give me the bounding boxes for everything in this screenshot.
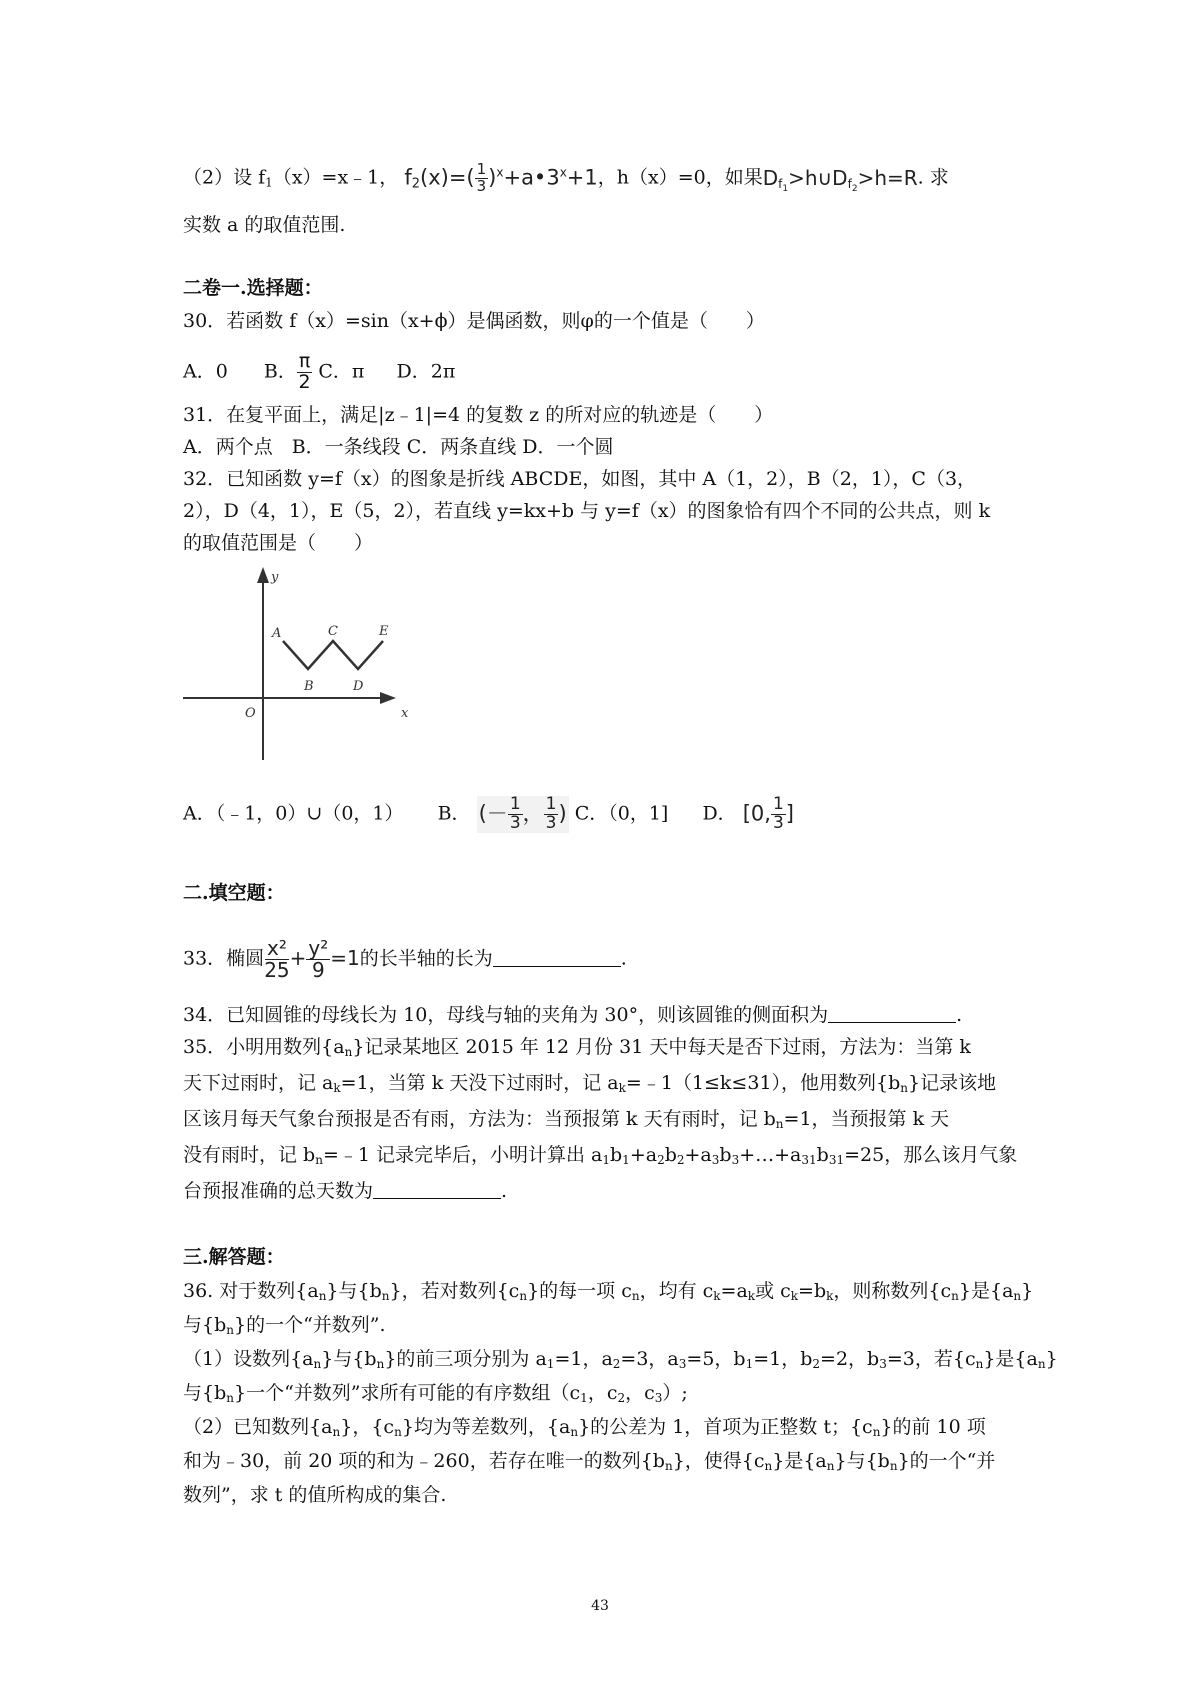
q30-option-d: D．2π [396, 360, 456, 383]
q29-text: （2）设 f [183, 166, 266, 189]
union-formula-image: $D_{f_1}>h\cup D_{f_2}>h=R$ [762, 166, 918, 195]
polyline-figure [183, 565, 413, 765]
point-label-c: C [328, 624, 338, 639]
section-title-choice: 二卷一.选择题： [183, 277, 323, 299]
q31-stem: 31．在复平面上，满足|z﹣1|=4 的复数 z 的所对应的轨迹是（ ） [183, 404, 774, 426]
q29-text: . 求 [917, 166, 949, 189]
q35-line4: 没有雨时，记 $b_n=﹣1$ 记录完毕后，小明计算出 $a_1b_1+a_2b_2+a_3b_3+\dots+a_{31}b_{31}=25$，那么该月气象 [183, 1144, 1018, 1167]
y-axis-label: y [271, 570, 279, 585]
q36-line3: （1）设数列$\{a_n\}$与$\{b_n\}$的前三项分别为 $a_1=1$，$a_2=3$，$a_3=5$，$b_1=1$，$b_2=2$，$b_3=3$，若$\{c_n\}$是$\{a_n\}$ [183, 1348, 1058, 1371]
q36-line6: 和为﹣30，前 20 项的和为﹣260，若存在唯一的数列$\{b_n\}$，使得$\{c_n\}$是$\{a_n\}$与$\{b_n\}$的一个“并 [183, 1450, 996, 1473]
answer-blank [828, 1002, 956, 1023]
q32-options [183, 796, 794, 833]
section-title-fill: 二.填空题： [183, 882, 285, 904]
answer-blank [493, 946, 621, 967]
q32-line3: 的取值范围是（ ） [183, 532, 374, 554]
q34-text: 34．已知圆锥的母线长为 10，母线与轴的夹角为 30°，则该圆锥的侧面积为 [183, 1004, 829, 1026]
q34-end: . [956, 1004, 963, 1026]
q33-text: 的长半轴的长为 [359, 947, 493, 970]
q35-line2: 天下过雨时，记 $a_k=1$，当第 k 天没下过雨时，记 $a_k=﹣1(1\le k\le 31)$，他用数列$\{b_n\}$记录该地 [183, 1072, 997, 1095]
q30-option-a: A．0 [183, 360, 228, 383]
x-axis-label: x [401, 706, 409, 721]
q35-line3: 区该月每天气象台预报是否有雨，方法为：当预报第 k 天有雨时，记 $b_n=1$，当预报第 k 天 [183, 1108, 950, 1131]
q32-option-d: D． [702, 802, 737, 825]
section-title-answer: 三.解答题： [183, 1246, 285, 1268]
q36-line5: （2）已知数列$\{a_n\}$，$\{c_n\}$均为等差数列，$\{a_n\}$的公差为 1，首项为正整数 t；$\{c_n\}$的前 10 项 [183, 1416, 986, 1439]
point-label-d: D [353, 679, 364, 694]
q36-line2: 与$\{b_n\}$的一个“并数列”. [183, 1314, 386, 1337]
q33-end: . [620, 947, 627, 970]
q30-options [183, 352, 455, 393]
q30-option-b: B． [263, 360, 297, 383]
q32-option-c: C．（0，1] [574, 802, 669, 825]
origin-label: O [245, 706, 256, 721]
q36-line1: 36. 对于数列$\{a_n\}$与$\{b_n\}$，若对数列$\{c_n\}$的每一项 $c_n$，均有 $c_k=a_k$或 $c_k=b_k$，则称数列$\{c_n\}$是$\{a_n\}$ [183, 1280, 1034, 1303]
point-label-b: B [304, 679, 314, 694]
q32-line2: 2），D（4，1），E（5，2），若直线 y=kx+b 与 y=f（x）的图象恰有四个不同的公共点，则 k [183, 500, 991, 522]
answer-blank [373, 1178, 501, 1199]
y-axis-arrow [257, 567, 269, 583]
q32-option-d-image: [0, $\frac{1}{3}$ ] [742, 794, 794, 833]
pi-over-2-image: $\frac{\pi}{2}$ [298, 350, 311, 393]
ellipse-equation-image: $\frac{\text{x²}}{25}$ + $\frac{\text{y²}}{9}$ =1 [264, 936, 360, 982]
x-axis-arrow [380, 692, 396, 704]
q29-text: （x）=x﹣1， [272, 166, 399, 189]
f2-formula-image: $f_2(x)=$( $\frac{1}{3}$ )$^x+a•3^x+1$ [404, 160, 598, 195]
q32-option-b: B． [437, 802, 471, 825]
q32-option-a: A．（﹣1，0）∪（0，1） [183, 802, 404, 825]
q33-text: 33．椭圆 [183, 947, 265, 970]
q30-stem: 30．若函数 f（x）=sin（x+ϕ）是偶函数，则φ的一个值是（ ） [183, 310, 765, 332]
q35-line1: 35．小明用数列$\{a_n\}$记录某地区 2015 年 12 月份 31 天中每天是否下过雨，方法为：当第 k [183, 1036, 971, 1059]
q35-line5: 台预报准确的总天数为 . [183, 1180, 508, 1202]
point-label-e: E [379, 624, 389, 639]
q36-line7: 数列”，求 t 的值所构成的集合. [183, 1484, 447, 1506]
q32-option-b-image: (－ $\frac{1}{3}$ ， $\frac{1}{3}$ ) [478, 794, 567, 833]
subscript: 1 [265, 175, 273, 190]
polyline-abcde [283, 641, 383, 669]
q29-line1 [183, 162, 949, 195]
q36-line4: 与$\{b_n\}$一个“并数列”求所有可能的有序数组（$c_1$，$c_2$，$c_3$）; [183, 1382, 688, 1405]
q32-line1: 32．已知函数 y=f（x）的图象是折线 ABCDE，如图，其中 A（1，2），B（2，1），C（3， [183, 468, 977, 490]
q29-line2: 实数 a 的取值范围. [183, 214, 346, 236]
q29-text: ，h（x）=0，如果 [597, 166, 763, 189]
q30-option-c: C．π [318, 360, 365, 383]
q34-line [183, 1000, 962, 1030]
page-number: 43 [591, 1598, 609, 1614]
point-label-a: A [272, 626, 282, 641]
q33-line [183, 938, 627, 981]
q31-options: A．两个点 B．一条线段 C．两条直线 D．一个圆 [183, 436, 614, 458]
